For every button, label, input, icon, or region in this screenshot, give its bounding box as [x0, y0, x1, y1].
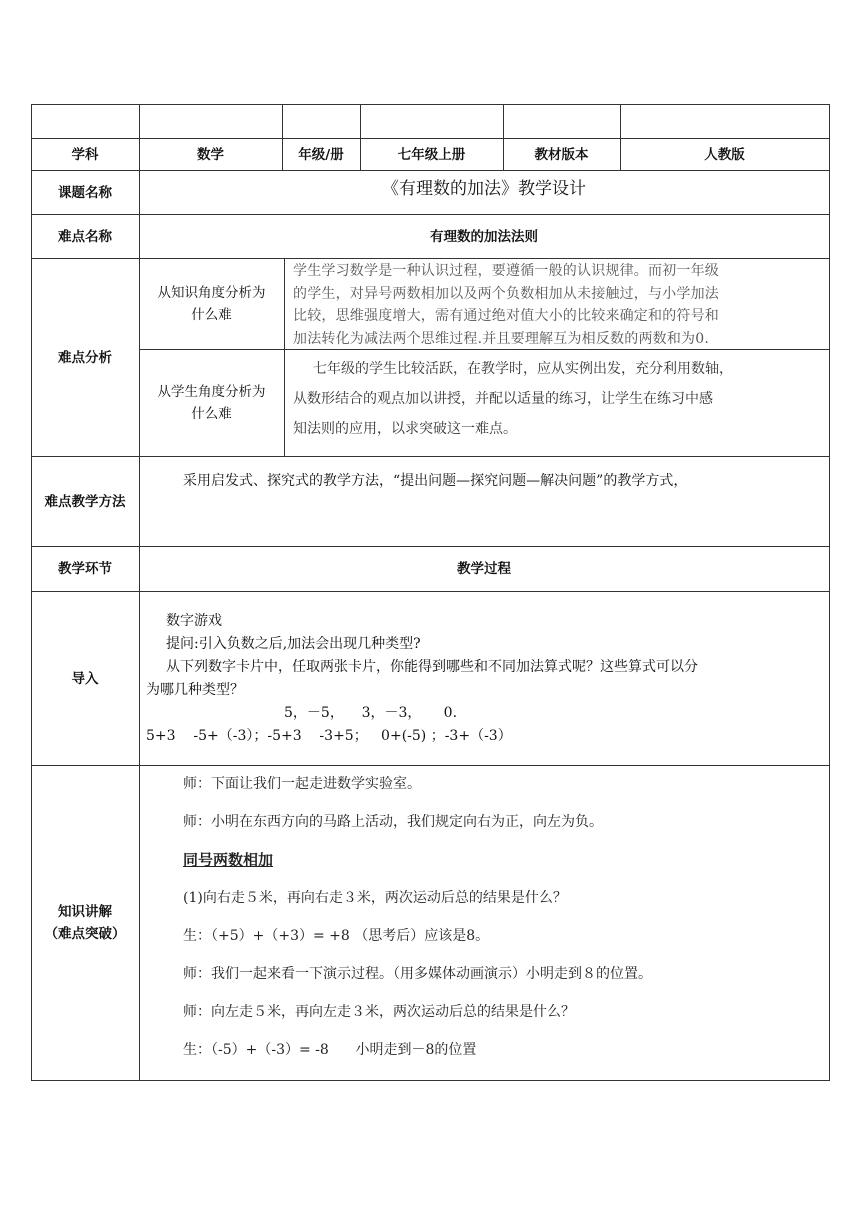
intro-cards: 5，－5， 3，－3， 0. — [284, 705, 458, 721]
knowledge-angle-label-line1: 从知识角度分析为 — [157, 285, 266, 301]
course-label: 课题名称 — [58, 184, 112, 201]
explain-subheading-text: 同号两数相加 — [183, 851, 274, 869]
intro-label: 导入 — [71, 670, 99, 687]
course-title: 《有理数的加法》教学设计 — [382, 179, 586, 199]
intro-line: 提问:引入负数之后,加法会出现几种类型? — [166, 636, 421, 652]
knowledge-angle-line: 学生学习数学是一种认识过程，要遵循一般的认识规律。而初一年级 — [293, 263, 719, 279]
student-angle-line: 七年级的学生比较活跃，在教学时，应从实例出发，充分利用数轴， — [313, 361, 733, 377]
process-label: 教学环节 — [58, 561, 112, 577]
grade-label: 年级/册 — [298, 146, 344, 163]
edition-label: 教材版本 — [534, 146, 589, 163]
student-angle-line: 知法则的应用，以求突破这一难点。 — [293, 421, 517, 437]
difficulty-label: 难点名称 — [58, 228, 112, 245]
knowledge-angle-label — [139, 259, 284, 349]
subject-label: 学科 — [71, 146, 99, 163]
explain-line: 师：向左走５米，再向左走３米，两次运动后总的结果是什么？ — [183, 1004, 575, 1020]
grade-value: 七年级上册 — [397, 146, 466, 163]
explain-label-line1: 知识讲解 — [58, 904, 112, 920]
knowledge-angle-line: 的学生，对异号两数相加以及两个负数相加从未接触过，与小学加法 — [293, 285, 719, 302]
subject-value: 数学 — [197, 146, 224, 163]
knowledge-angle-line: 加法转化为减法两个思维过程.并且要理解互为相反数的两数和为0. — [293, 330, 710, 347]
student-angle-line: 从数形结合的观点加以讲授，并配以适量的练习，让学生在练习中感 — [293, 391, 713, 407]
explain-line: (1)向右走５米，再向右走３米，两次运动后总的结果是什么？ — [183, 890, 567, 906]
knowledge-angle-text — [293, 260, 829, 350]
intro-formulas: 5+3 -5+（-3）；-5+3 -3+5； 0+(-5) ；-3+（-3） — [146, 728, 512, 744]
explain-subheading — [183, 849, 829, 887]
explain-text — [183, 773, 829, 1077]
intro-line: 从下列数字卡片中，任取两张卡片，你能得到哪些和不同加法算式呢？这些算式可以分 — [166, 659, 698, 675]
difficulty-value: 有理数的加法法则 — [430, 228, 538, 245]
intro-line: 为哪几种类型？ — [146, 682, 244, 698]
method-label: 难点教学方法 — [44, 493, 126, 510]
knowledge-angle-label-line2: 什么难 — [191, 307, 232, 323]
process-value: 教学过程 — [457, 561, 511, 577]
explain-line: 师：我们一起来看一下演示过程。（用多媒体动画演示）小明走到８的位置。 — [183, 966, 652, 982]
explain-label — [31, 766, 139, 1080]
method-text: 采用启发式、探究式的教学方法，“提出问题—探究问题—解决问题”的教学方式， — [183, 473, 688, 489]
explain-label-line2: （难点突破） — [44, 926, 126, 942]
explain-line: 师：下面让我们一起走进数学实验室。 — [183, 776, 421, 792]
explain-line: 生：（-5）+（-3）= -8 小明走到－8的位置 — [183, 1042, 477, 1058]
explain-line: 师：小明在东西方向的马路上活动，我们规定向右为正，向左为负。 — [183, 814, 603, 830]
explain-line: 生：（+5）+（+3）= +8 （思考后）应该是8。 — [183, 928, 490, 944]
edition-value: 人教版 — [704, 146, 745, 163]
student-angle-label — [139, 350, 284, 456]
student-angle-label-line1: 从学生角度分析为 — [157, 384, 266, 400]
intro-line: 数字游戏 — [166, 613, 222, 629]
analysis-label: 难点分析 — [58, 349, 112, 366]
student-angle-text — [293, 354, 829, 444]
student-angle-label-line2: 什么难 — [191, 406, 232, 422]
knowledge-angle-line: 比较，思维强度增大，需有通过绝对值大小的比较来确定和的符号和 — [293, 308, 719, 324]
intro-text — [146, 610, 826, 748]
